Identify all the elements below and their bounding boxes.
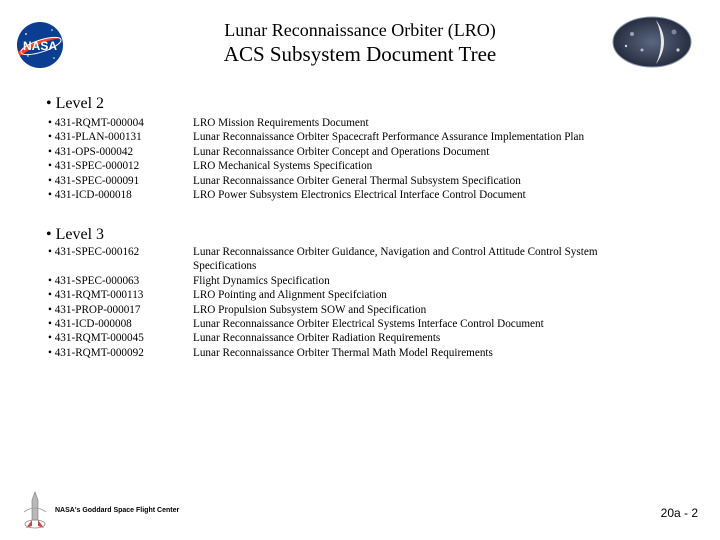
doc-code: • 431-PROP-000017 — [48, 303, 141, 316]
page-title: ACS Subsystem Document Tree — [223, 42, 497, 66]
doc-title: Lunar Reconnaissance Orbiter Concept and Operations Document — [193, 145, 490, 158]
level2-code-list — [48, 116, 144, 202]
doc-title: LRO Pointing and Alignment Specifciation — [193, 289, 387, 302]
doc-code: • 431-SPEC-000063 — [48, 274, 140, 287]
doc-title: Lunar Reconnaissance Orbiter General Thermal Subsystem Specification — [193, 174, 521, 187]
doc-code: • 431-RQMT-000004 — [48, 117, 144, 129]
doc-code: • 431-SPEC-000162 — [48, 246, 140, 258]
doc-title: Lunar Reconnaissance Orbiter Electrical Systems Interface Control Document — [193, 318, 544, 331]
level3-code-list — [48, 245, 144, 360]
goddard-logo — [18, 490, 52, 530]
level3-heading: • Level 3 — [46, 226, 105, 243]
footer-center-name: NASA's Goddard Space Flight Center — [55, 507, 180, 514]
svg-text:NASA: NASA — [22, 39, 58, 53]
doc-code: • 431-ICD-000008 — [48, 318, 132, 331]
level2-desc-list — [193, 116, 653, 202]
doc-title: Flight Dynamics Specification — [193, 274, 330, 287]
doc-code: • 431-SPEC-000091 — [48, 174, 140, 187]
doc-title: Lunar Reconnaissance Orbiter Thermal Math Model Requirements — [193, 346, 493, 359]
doc-title: Lunar Reconnaissance Orbiter Spacecraft Performance Assurance Implementation Plan — [193, 131, 585, 144]
doc-code: • 431-RQMT-000092 — [48, 346, 144, 359]
doc-title: Lunar Reconnaissance Orbiter Radiation Requirements — [193, 332, 441, 345]
doc-title: LRO Mechanical Systems Specification — [193, 160, 373, 173]
doc-code: • 431-PLAN-000131 — [48, 131, 142, 144]
doc-title: LRO Propulsion Subsystem SOW and Specification — [193, 303, 427, 316]
doc-title: LRO Power Subsystem Electronics Electrical Interface Control Document — [193, 189, 526, 202]
doc-title: LRO Mission Requirements Document — [193, 117, 369, 129]
doc-code: • 431-SPEC-000012 — [48, 160, 140, 173]
level3-desc-list — [193, 245, 603, 360]
doc-code: • 431-ICD-000018 — [48, 189, 132, 202]
title-line-1: Lunar Reconnaissance Orbiter (LRO) — [224, 20, 496, 40]
page-number: 20a - 2 — [660, 506, 698, 520]
doc-title: Lunar Reconnaissance Orbiter Guidance, Navigation and Control Attitude Control System Specifications — [193, 246, 598, 273]
level2-heading: • Level 2 — [46, 95, 105, 112]
doc-code: • 431-RQMT-000045 — [48, 332, 144, 345]
doc-code: • 431-RQMT-000113 — [48, 289, 144, 302]
doc-code: • 431-OPS-000042 — [48, 145, 134, 158]
